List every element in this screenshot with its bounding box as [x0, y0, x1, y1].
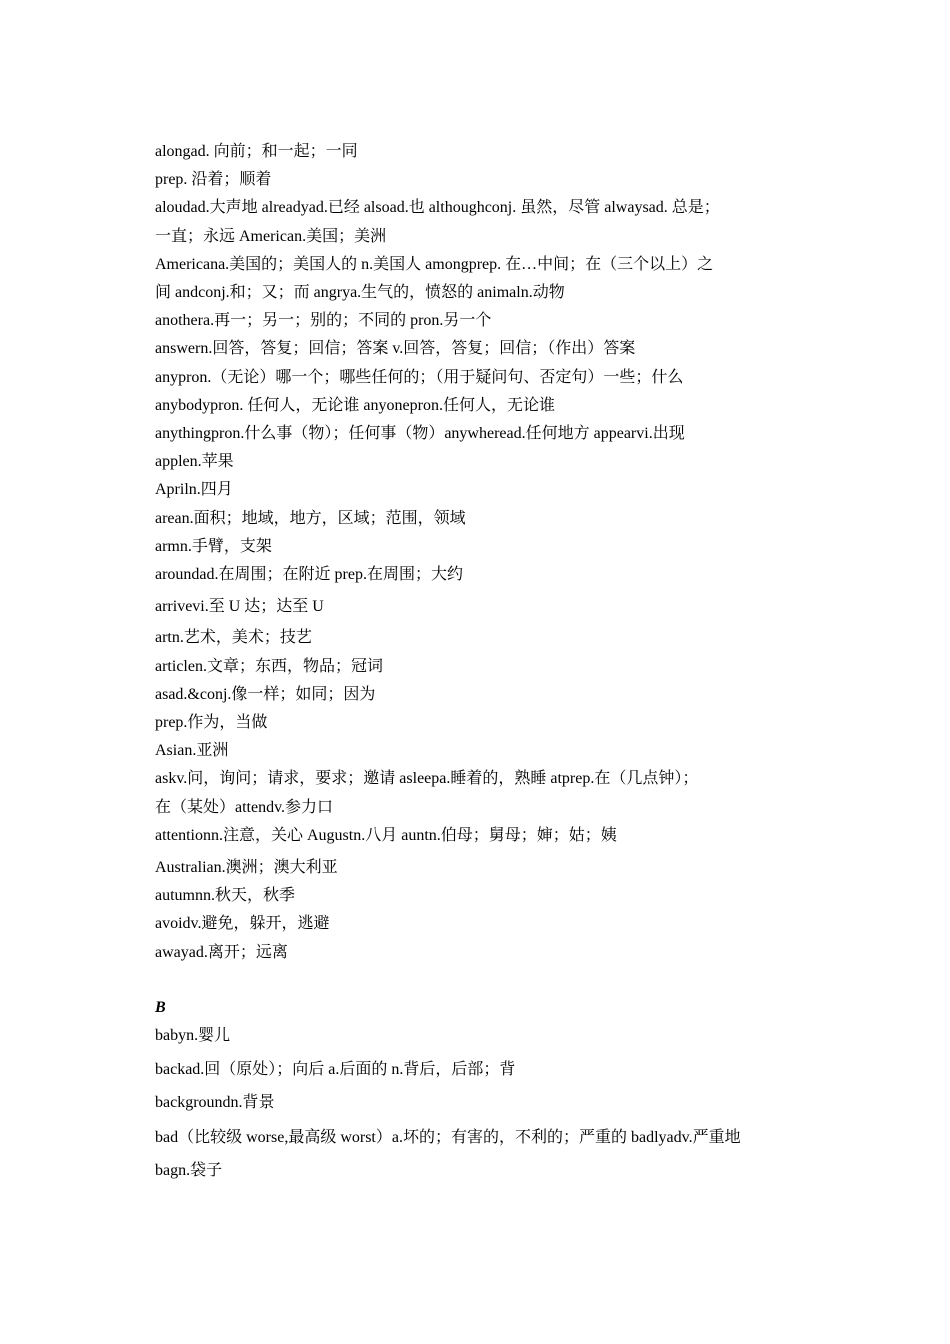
entry-another: anothera.再一；另一；别的；不同的 pron.另一个 [155, 312, 492, 330]
entry-as-prep: prep.作为，当做 [155, 714, 268, 732]
vocabulary-list [155, 138, 755, 1185]
entry-area: arean.面积；地域，地方，区域；范围，领域 [155, 509, 466, 527]
entry-asia: Asian.亚洲 [155, 742, 229, 760]
entry-bad: bad（比较级 worse,最高级 worst）a.坏的；有害的，不利的；严重的 badlyadv.严重地 [155, 1128, 741, 1146]
entry-around: aroundad.在周围；在附近 prep.在周围；大约 [155, 566, 463, 584]
entry-along-prep: prep. 沿着；顺着 [155, 171, 272, 189]
entry-any: anypron.（无论）哪一个；哪些任何的；（用于疑问句、否定句）一些；什么 [155, 368, 684, 386]
entry-anybody: anybodypron. 任何人，无论谁 anyonepron.任何人，无论谁 [155, 396, 555, 414]
entry-attention: attentionn.注意，关心 Augustn.八月 auntn.伯母；舅母；婶；姑；姨 [155, 826, 617, 844]
entry-background: backgroundn.背景 [155, 1093, 275, 1111]
entry-article: articlen.文章；东西，物品；冠词 [155, 657, 383, 675]
entry-as: asad.&conj.像一样；如同；因为 [155, 685, 376, 703]
entry-answer: answern.回答，答复；回信；答案 v.回答，答复；回信；（作出）答案 [155, 340, 636, 358]
entry-apple: applen.苹果 [155, 453, 234, 471]
entry-australia: Australian.澳洲；澳大利亚 [155, 859, 338, 877]
entry-baby: babyn.婴儿 [155, 1027, 231, 1045]
entry-april: Apriln.四月 [155, 481, 233, 499]
entry-anything: anythingpron.什么事（物）；任何事（物）anywheread.任何地方 appearvi.出现 [155, 425, 685, 443]
entry-away: awayad.离开；远离 [155, 943, 288, 961]
entry-aloud-line: aloudad.大声地 alreadyad.已经 alsoad.也 althoughconj. 虽然，尽管 alwaysad. 总是； [155, 199, 720, 217]
entry-american-line: Americana.美国的；美国人的 n.美国人 amongprep. 在…中间；在（三个以上）之 [155, 255, 714, 273]
entry-among-cont: 间 andconj.和；又；而 angrya.生气的，愤怒的 animaln.动物 [155, 284, 565, 302]
entry-always-cont: 一直；永远 American.美国；美洲 [155, 227, 387, 245]
entry-attend-cont: 在（某处）attendv.参力口 [155, 798, 334, 816]
entry-arrive: arrivevi.至 U 达；达至 U [155, 598, 324, 616]
entry-back: backad.回（原处）；向后 a.后面的 n.背后，后部；背 [155, 1061, 516, 1079]
entry-art: artn.艺术，美术；技艺 [155, 629, 312, 647]
section-heading-b: B [155, 998, 166, 1016]
entry-avoid: avoidv.避免，躲开，逃避 [155, 915, 330, 933]
entry-autumn: autumnn.秋天，秋季 [155, 887, 295, 905]
entry-ask-line: askv.问，询问；请求，要求；邀请 asleepa.睡着的，熟睡 atprep.在（几点钟）； [155, 770, 699, 788]
entry-arm: armn.手臂，支架 [155, 537, 272, 555]
entry-along: alongad. 向前；和一起；一同 [155, 143, 358, 160]
entry-bag: bagn.袋子 [155, 1161, 223, 1179]
